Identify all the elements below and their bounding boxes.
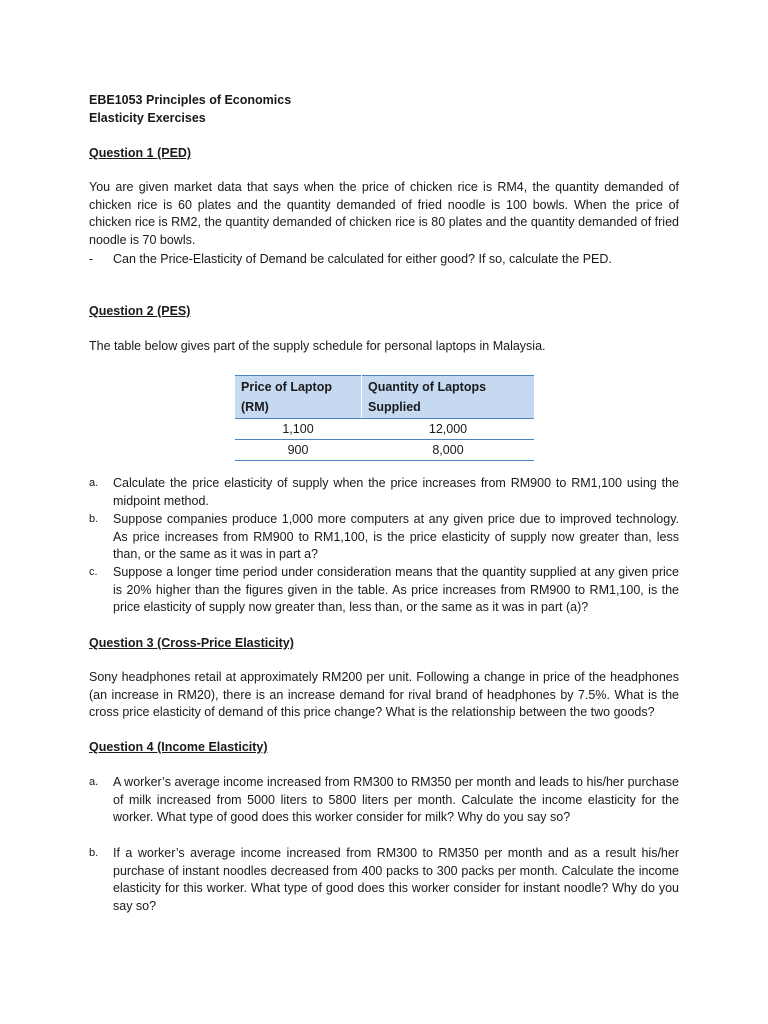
question-1-heading: Question 1 (PED) xyxy=(89,146,192,160)
table-cell-quantity: 12,000 xyxy=(362,419,535,440)
list-item-text: If a worker’s average income increased from RM300 to RM350 per month and as a result his/her purchase of instant noodles decreased from 400 packs to 300 packs per month. Calculate the income elasticity for this worker. What type of good does this worker consider for instant noodle? Why do you say so? xyxy=(113,846,679,913)
table-cell-quantity: 8,000 xyxy=(362,440,535,461)
column-header-quantity-line2: Supplied xyxy=(368,400,421,414)
list-item-text: Calculate the price elasticity of supply when the price increases from RM900 to RM1,100 using the midpoint method. xyxy=(113,476,679,508)
question-2-item-b xyxy=(89,511,679,564)
column-header-price-line1: Price of Laptop xyxy=(241,380,332,394)
table-row xyxy=(235,419,534,440)
list-item-text: A worker’s average income increased from RM300 to RM350 per month and leads to his/her purchase of milk increased from 5000 liters to 5800 liters per month. Calculate the income elasticity for the worker. What type of good does this worker consider for milk? Why do you say so? xyxy=(113,775,679,824)
table-cell-price: 1,100 xyxy=(235,419,362,440)
column-header-price xyxy=(235,376,362,419)
question-1-body: You are given market data that says when the price of chicken rice is RM4, the quantity demanded of chicken rice is 60 plates and the quantity demanded of fried noodle is 100 bowls. When the price of chicken rice is RM2, the quantity demanded of chicken rice is 80 plates and the quantity demanded of fried noodle is 70 bowls. xyxy=(89,180,679,247)
question-4-heading: Question 4 (Income Elasticity) xyxy=(89,740,268,754)
bullet-marker: - xyxy=(89,252,94,266)
question-3-heading: Question 3 (Cross-Price Elasticity) xyxy=(89,636,294,650)
question-2-item-a xyxy=(89,475,679,510)
document-header xyxy=(89,92,679,127)
list-marker: b. xyxy=(89,847,99,859)
column-header-quantity-line1: Quantity of Laptops xyxy=(368,380,487,394)
list-marker: b. xyxy=(89,513,99,525)
column-header-quantity xyxy=(362,376,535,419)
course-title: EBE1053 Principles of Economics xyxy=(89,93,292,107)
list-item-text: Suppose companies produce 1,000 more computers at any given price due to improved technology. As price increases from RM900 to RM1,100, is the price elasticity of supply now greater than, less than, or the same as it was in part a? xyxy=(113,512,679,561)
list-item-text: Suppose a longer time period under consideration means that the quantity supplied at any given price is 20% higher than the figures given in the table. As price increases from RM900 to RM1,100, is the price elasticity of supply now greater than, less than, or the same as it was in part (a)? xyxy=(113,565,679,614)
question-4-item-a xyxy=(89,774,679,827)
question-1-bullet-text: Can the Price-Elasticity of Demand be calculated for either good? If so, calculate the PED. xyxy=(113,252,612,266)
question-2-item-c xyxy=(89,564,679,617)
table-header-row xyxy=(235,376,534,419)
list-marker: c. xyxy=(89,566,98,578)
question-2-heading: Question 2 (PES) xyxy=(89,304,191,318)
column-header-price-line2: (RM) xyxy=(241,400,269,414)
question-3-body: Sony headphones retail at approximately RM200 per unit. Following a change in price of the headphones (an increase in RM20), there is an increase demand for rival brand of headphones by 7.5%. What is the cross price elasticity of demand of this price change? What is the relationship between the two goods? xyxy=(89,670,679,719)
table-cell-price: 900 xyxy=(235,440,362,461)
supply-schedule-table xyxy=(235,375,534,461)
list-marker: a. xyxy=(89,776,99,788)
question-2-intro: The table below gives part of the supply schedule for personal laptops in Malaysia. xyxy=(89,339,546,353)
document-subtitle: Elasticity Exercises xyxy=(89,110,206,125)
question-1-bullet xyxy=(89,251,679,269)
list-marker: a. xyxy=(89,477,99,489)
table-row xyxy=(235,440,534,461)
question-4-item-b xyxy=(89,845,679,915)
